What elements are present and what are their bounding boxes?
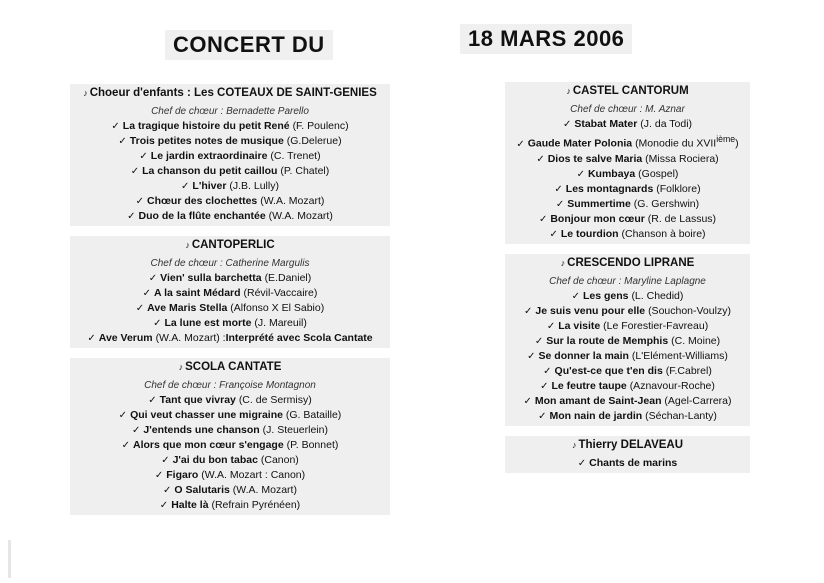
checkmark-icon: ✓	[546, 320, 556, 332]
song-item	[505, 167, 750, 182]
song-composer: (J. Steuerlein)	[262, 424, 328, 436]
song-item	[70, 453, 390, 468]
song-title: Qui veut chasser une migraine	[130, 409, 283, 421]
song-item	[70, 119, 390, 134]
choir-director: Chef de chœur : Françoise Montagnon	[144, 380, 316, 391]
song-item	[505, 182, 750, 197]
checkmark-icon: ✓	[536, 153, 545, 165]
song-item	[505, 379, 750, 394]
song-item	[70, 194, 390, 209]
song-composer: (G.Delerue)	[286, 135, 342, 147]
song-title: Le jardin extraordinaire	[150, 150, 268, 162]
song-title: Trois petites notes de musique	[129, 135, 284, 147]
program-section	[505, 436, 750, 473]
song-title: Les montagnards	[565, 182, 654, 195]
song-item	[505, 364, 750, 379]
song-item	[505, 349, 750, 364]
song-title: J'entends une chanson	[143, 424, 260, 436]
section-title-text: CASTEL CANTORUM	[572, 85, 689, 97]
song-composer: (W.A. Mozart)	[268, 210, 333, 222]
checkmark-icon: ✓	[538, 410, 547, 422]
song-title: Se donner la main	[538, 349, 629, 362]
song-item	[70, 164, 390, 179]
song-title: Duo de la flûte enchantée	[138, 210, 266, 222]
checkmark-icon: ✓	[139, 151, 148, 162]
checkmark-icon: ✓	[135, 196, 144, 207]
song-composer: (W.A. Mozart : Canon)	[201, 469, 306, 481]
checkmark-icon: ✓	[111, 121, 120, 132]
song-title: Gaude Mater Polonia	[527, 137, 633, 150]
song-title: Kumbaya	[587, 167, 636, 180]
song-composer: (Révil-Vaccaire)	[243, 287, 318, 299]
song-title: Ave Verum	[98, 332, 153, 344]
checkmark-icon: ✓	[527, 350, 536, 362]
section-title-text: SCOLA CANTATE	[185, 361, 282, 373]
checkmark-icon: ✓	[118, 136, 127, 147]
song-composer: (Alfonso X El Sabio)	[230, 302, 325, 314]
checkmark-icon: ✓	[161, 455, 170, 466]
song-composer: (J.B. Lully)	[229, 180, 279, 192]
song-item	[505, 304, 750, 319]
checkmark-icon: ✓	[576, 168, 585, 180]
checkmark-icon: ✓	[148, 273, 158, 284]
music-note-icon: ♪	[571, 439, 577, 450]
song-item	[70, 209, 390, 224]
song-item	[505, 394, 750, 409]
checkmark-icon: ✓	[130, 166, 140, 177]
song-title: La tragique histoire du petit René	[122, 120, 290, 132]
scan-artifact	[8, 540, 11, 578]
section-title	[70, 360, 390, 375]
checkmark-icon: ✓	[516, 138, 525, 150]
song-note: Interprété avec Scola Cantate	[225, 332, 373, 344]
checkmark-icon: ✓	[524, 305, 533, 317]
checkmark-icon: ✓	[534, 335, 544, 347]
song-title: Le tourdion	[560, 227, 619, 240]
song-item	[70, 179, 390, 194]
song-composer: (Souchon-Voulzy)	[648, 304, 731, 317]
song-composer: (L. Chedid)	[631, 289, 684, 302]
song-composer: (Chanson à boire)	[621, 227, 706, 240]
program-section	[505, 254, 750, 426]
song-composer: (G. Gershwin)	[633, 197, 700, 210]
checkmark-icon: ✓	[132, 425, 141, 436]
music-note-icon: ♪	[178, 362, 184, 372]
song-title: Le feutre taupe	[551, 379, 627, 392]
section-title	[70, 86, 390, 101]
song-title: Je suis venu pour elle	[535, 304, 646, 317]
song-item	[505, 152, 750, 167]
song-item	[505, 334, 750, 349]
checkmark-icon: ✓	[153, 318, 162, 329]
section-title-text: CANTOPERLIC	[191, 239, 275, 251]
song-composer: (R. de Lassus)	[647, 212, 717, 225]
song-title: Mon amant de Saint-Jean	[534, 394, 662, 407]
song-item	[505, 212, 750, 227]
title-right: 18 MARS 2006	[460, 24, 632, 54]
checkmark-icon: ✓	[562, 119, 572, 130]
checkmark-icon: ✓	[181, 181, 190, 192]
checkmark-icon: ✓	[523, 395, 532, 407]
checkmark-icon: ✓	[121, 440, 130, 451]
song-title: Mon nain de jardin	[549, 409, 643, 422]
song-item	[70, 331, 390, 346]
song-item	[505, 132, 750, 152]
checkmark-icon: ✓	[538, 213, 548, 225]
song-composer: (W.A. Mozart)	[232, 484, 297, 496]
checkmark-icon: ✓	[148, 395, 157, 406]
song-item	[505, 227, 750, 242]
song-item	[70, 271, 390, 286]
song-title: Ave Maris Stella	[147, 302, 228, 314]
song-item	[70, 423, 390, 438]
checkmark-icon: ✓	[540, 380, 549, 392]
checkmark-icon: ✓	[135, 303, 145, 314]
song-composer: (F. Poulenc)	[292, 120, 349, 132]
choir-director: Chef de chœur : Maryline Laplagne	[549, 275, 706, 287]
song-title: Alors que mon cœur s'engage	[133, 439, 284, 451]
song-composer: (Agel-Carrera)	[664, 394, 732, 407]
song-composer: (Le Forestier-Favreau)	[603, 319, 709, 332]
song-title: La chanson du petit caillou	[142, 165, 278, 177]
section-title-text: CRESCENDO LIPRANE	[567, 256, 695, 269]
section-title	[505, 84, 750, 99]
song-title: Halte là	[171, 499, 209, 511]
song-item	[70, 286, 390, 301]
song-item	[70, 316, 390, 331]
song-composer: (C. Moine)	[671, 334, 721, 347]
song-composer: (C. Trenet)	[270, 150, 321, 162]
song-composer: (W.A. Mozart) :	[155, 332, 226, 344]
title-left: CONCERT DU	[165, 30, 333, 60]
song-item	[70, 483, 390, 498]
checkmark-icon: ✓	[549, 228, 558, 240]
song-composer: (Gospel)	[638, 167, 679, 180]
music-note-icon: ♪	[566, 86, 571, 96]
checkmark-icon: ✓	[118, 410, 128, 421]
song-composer: (C. de Sermisy)	[238, 394, 312, 406]
song-title: A la saint Médard	[154, 287, 241, 299]
song-composer: (W.A. Mozart)	[260, 195, 325, 207]
song-item	[70, 149, 390, 164]
song-item	[505, 319, 750, 334]
superscript: ième	[716, 134, 736, 144]
music-note-icon: ♪	[560, 257, 566, 268]
song-composer: (E.Daniel)	[264, 272, 312, 284]
song-composer: (F.Cabrel)	[665, 364, 712, 377]
checkmark-icon: ✓	[163, 485, 172, 496]
song-title: Les gens	[582, 289, 629, 302]
section-title-text: Thierry DELAVEAU	[578, 438, 684, 451]
checkmark-icon: ✓	[555, 198, 565, 210]
song-composer: (P. Chatel)	[280, 165, 330, 177]
song-composer: (Folklore)	[656, 182, 701, 195]
music-note-icon: ♪	[185, 240, 190, 250]
right-column	[505, 82, 750, 483]
program-section	[70, 236, 390, 348]
song-composer: (J. Mareuil)	[254, 317, 307, 329]
checkmark-icon: ✓	[577, 457, 587, 469]
song-composer: (Refrain Pyrénéen)	[211, 499, 301, 511]
checkmark-icon: ✓	[127, 211, 136, 222]
song-item	[70, 438, 390, 453]
program-section	[70, 358, 390, 515]
section-title	[505, 438, 750, 453]
song-title: Vien' sulla barchetta	[160, 272, 262, 284]
closing-paren: )	[735, 137, 739, 150]
checkmark-icon: ✓	[142, 288, 151, 299]
choir-director: Chef de chœur : M. Aznar	[570, 104, 685, 115]
song-item	[505, 409, 750, 424]
song-composer: (Monodie du XVII	[635, 137, 717, 150]
program-section	[505, 82, 750, 244]
song-title: La lune est morte	[164, 317, 252, 329]
song-composer: (Canon)	[260, 454, 299, 466]
song-composer: (Aznavour-Roche)	[629, 379, 715, 392]
song-title: O Salutaris	[174, 484, 230, 496]
song-composer: (J. da Todi)	[640, 118, 693, 130]
section-title	[505, 256, 750, 271]
song-item	[70, 134, 390, 149]
song-composer: (Séchan-Lanty)	[645, 409, 717, 422]
left-column	[70, 84, 390, 525]
section-title-text: Choeur d'enfants : Les COTEAUX DE SAINT-GENIES	[89, 87, 377, 99]
choir-director: Chef de chœur : Catherine Margulis	[150, 258, 310, 269]
song-title: Summertime	[567, 197, 631, 210]
checkmark-icon: ✓	[154, 470, 164, 481]
song-title: Qu'est-ce que t'en dis	[554, 364, 663, 377]
song-title: L'hiver	[192, 180, 227, 192]
song-item	[70, 498, 390, 513]
song-title: Figaro	[166, 469, 199, 481]
song-composer: (L'Elément-Williams)	[631, 349, 728, 362]
song-item	[70, 393, 390, 408]
checkmark-icon: ✓	[159, 500, 169, 511]
song-item	[70, 301, 390, 316]
song-title: Sur la route de Memphis	[546, 334, 669, 347]
checkmark-icon: ✓	[571, 290, 580, 302]
program-section	[70, 84, 390, 226]
song-title: La visite	[558, 319, 601, 332]
song-title: J'ai du bon tabac	[172, 454, 258, 466]
checkmark-icon: ✓	[554, 183, 563, 195]
song-title: Chœur des clochettes	[147, 195, 258, 207]
song-item	[505, 197, 750, 212]
song-title: Bonjour mon cœur	[550, 212, 645, 225]
choir-director: Chef de chœur : Bernadette Parello	[151, 106, 309, 117]
song-item	[505, 456, 750, 471]
song-composer: (G. Bataille)	[285, 409, 342, 421]
song-title: Chants de marins	[589, 456, 678, 469]
song-title: Stabat Mater	[574, 118, 638, 130]
song-composer: (Missa Rociera)	[645, 152, 719, 165]
song-item	[505, 289, 750, 304]
song-title: Dios te salve Maria	[547, 152, 643, 165]
song-item	[70, 408, 390, 423]
song-title: Tant que vivray	[159, 394, 236, 406]
section-title	[70, 238, 390, 253]
song-item	[70, 468, 390, 483]
checkmark-icon: ✓	[543, 365, 552, 377]
music-note-icon: ♪	[83, 88, 88, 98]
song-item	[505, 117, 750, 132]
song-composer: (P. Bonnet)	[286, 439, 339, 451]
checkmark-icon: ✓	[87, 333, 96, 344]
